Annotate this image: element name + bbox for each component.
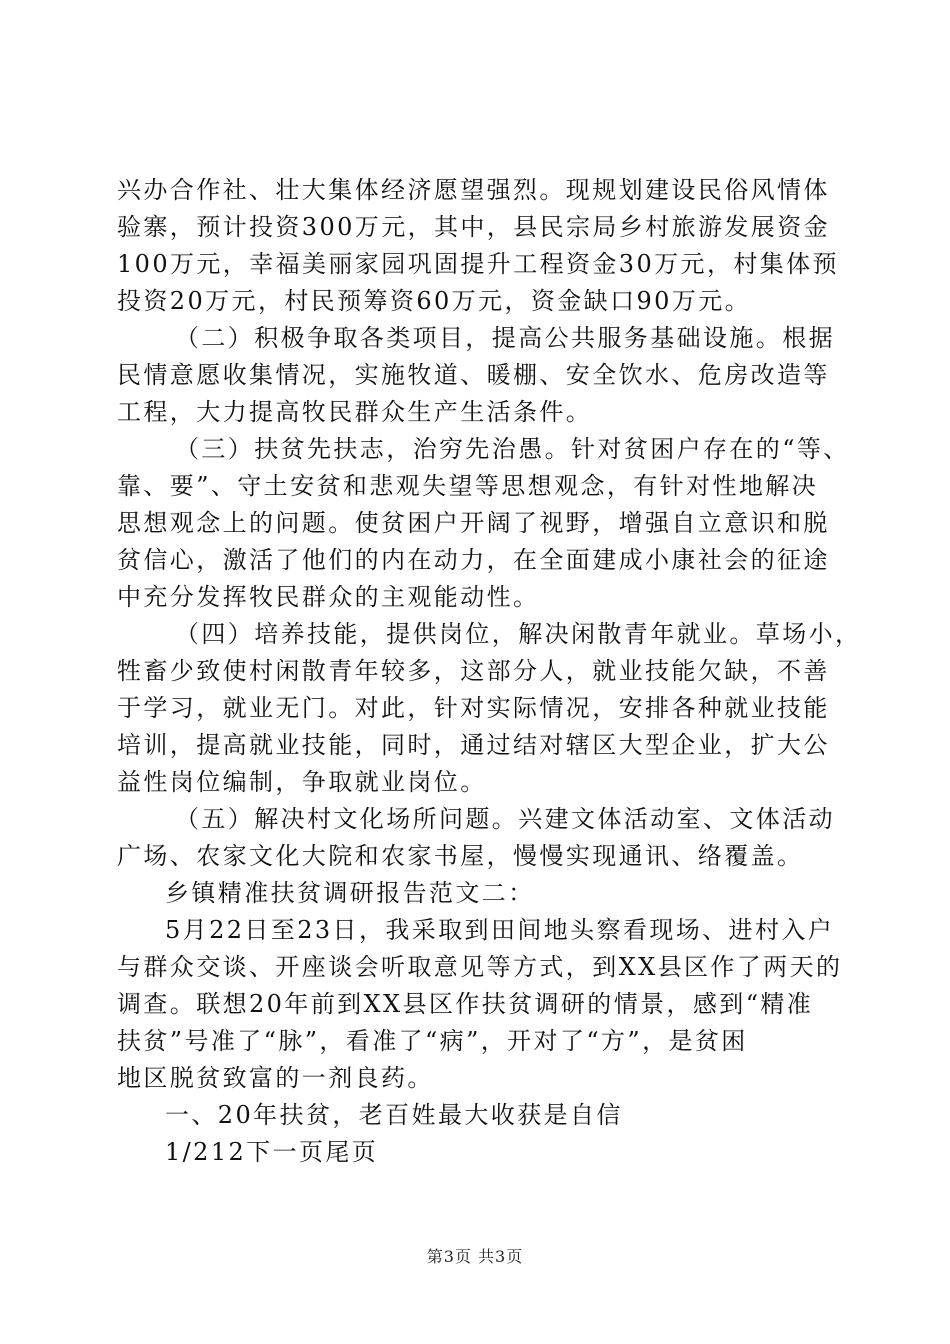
text-line: 5月22日至23日，我采取到田间地头察看现场、进村入户: [165, 916, 835, 944]
text-line: 兴办合作社、壮大集体经济愿望强烈。现规划建设民俗风情体: [117, 176, 830, 204]
text-line: 益性岗位编制，争取就业岗位。: [117, 768, 487, 796]
text-line: 民情意愿收集情况，实施牧道、暖棚、安全饮水、危房改造等: [117, 361, 830, 389]
text-line: 100万元，幸福美丽家园巩固提升工程资金30万元，村集体预: [117, 250, 839, 278]
text-line: 思想观念上的问题。使贫困户开阔了视野，增强自立意识和脱: [117, 509, 830, 537]
document-body: [117, 172, 862, 1171]
paragraph-heading-5: （五）解决村文化场所问题。兴建文体活动室、文体活动: [175, 805, 835, 833]
text-line: 靠、要”、守土安贫和悲观失望等思想观念，有针对性地解决: [117, 472, 819, 500]
text-line: 工程，大力提高牧民群众生产生活条件。: [117, 398, 593, 426]
text-line: 地区脱贫致富的一剂良药。: [117, 1064, 434, 1092]
paragraph-heading-2: （二）积极争取各类项目，提高公共服务基础设施。根据: [175, 324, 835, 352]
subsection-title: 一、20年扶贫，老百姓最大收获是自信: [165, 1101, 623, 1129]
section-title: 乡镇精准扶贫调研报告范文二：: [165, 879, 535, 907]
text-line: 扶贫”号准了“脉”，看准了“病”，开对了“方”，是贫困: [117, 1027, 748, 1055]
text-line: 中充分发挥牧民群众的主观能动性。: [117, 583, 540, 611]
text-line: 调查。联想20年前到XX县区作扶贫调研的情景，感到“精准: [117, 990, 814, 1018]
text-line: 投资20万元，村民预筹资60万元，资金缺口90万元。: [117, 287, 752, 315]
text-line: 与群众交谈、开座谈会听取意见等方式，到XX县区作了两天的: [117, 953, 843, 981]
text-line: 培训，提高就业技能，同时，通过结对辖区大型企业，扩大公: [117, 731, 830, 759]
paragraph-heading-4: （四）培养技能，提供岗位，解决闲散青年就业。草场小，: [175, 620, 862, 648]
text-line: 广场、农家文化大院和农家书屋，慢慢实现通讯、络覆盖。: [117, 842, 804, 870]
text-line: 于学习，就业无门。对此，针对实际情况，安排各种就业技能: [117, 694, 830, 722]
paragraph-heading-3: （三）扶贫先扶志，治穷先治愚。针对贫困户存在的“等、: [175, 435, 850, 463]
text-line: 贫信心，激活了他们的内在动力，在全面建成小康社会的征途: [117, 546, 830, 574]
page-footer: 第3页 共3页: [426, 1247, 524, 1266]
pagination-text: 1/212下一页尾页: [165, 1138, 379, 1166]
text-line: 验寨，预计投资300万元，其中，县民宗局乡村旅游发展资金: [117, 213, 831, 241]
text-line: 牲畜少致使村闲散青年较多，这部分人，就业技能欠缺，不善: [117, 657, 830, 685]
